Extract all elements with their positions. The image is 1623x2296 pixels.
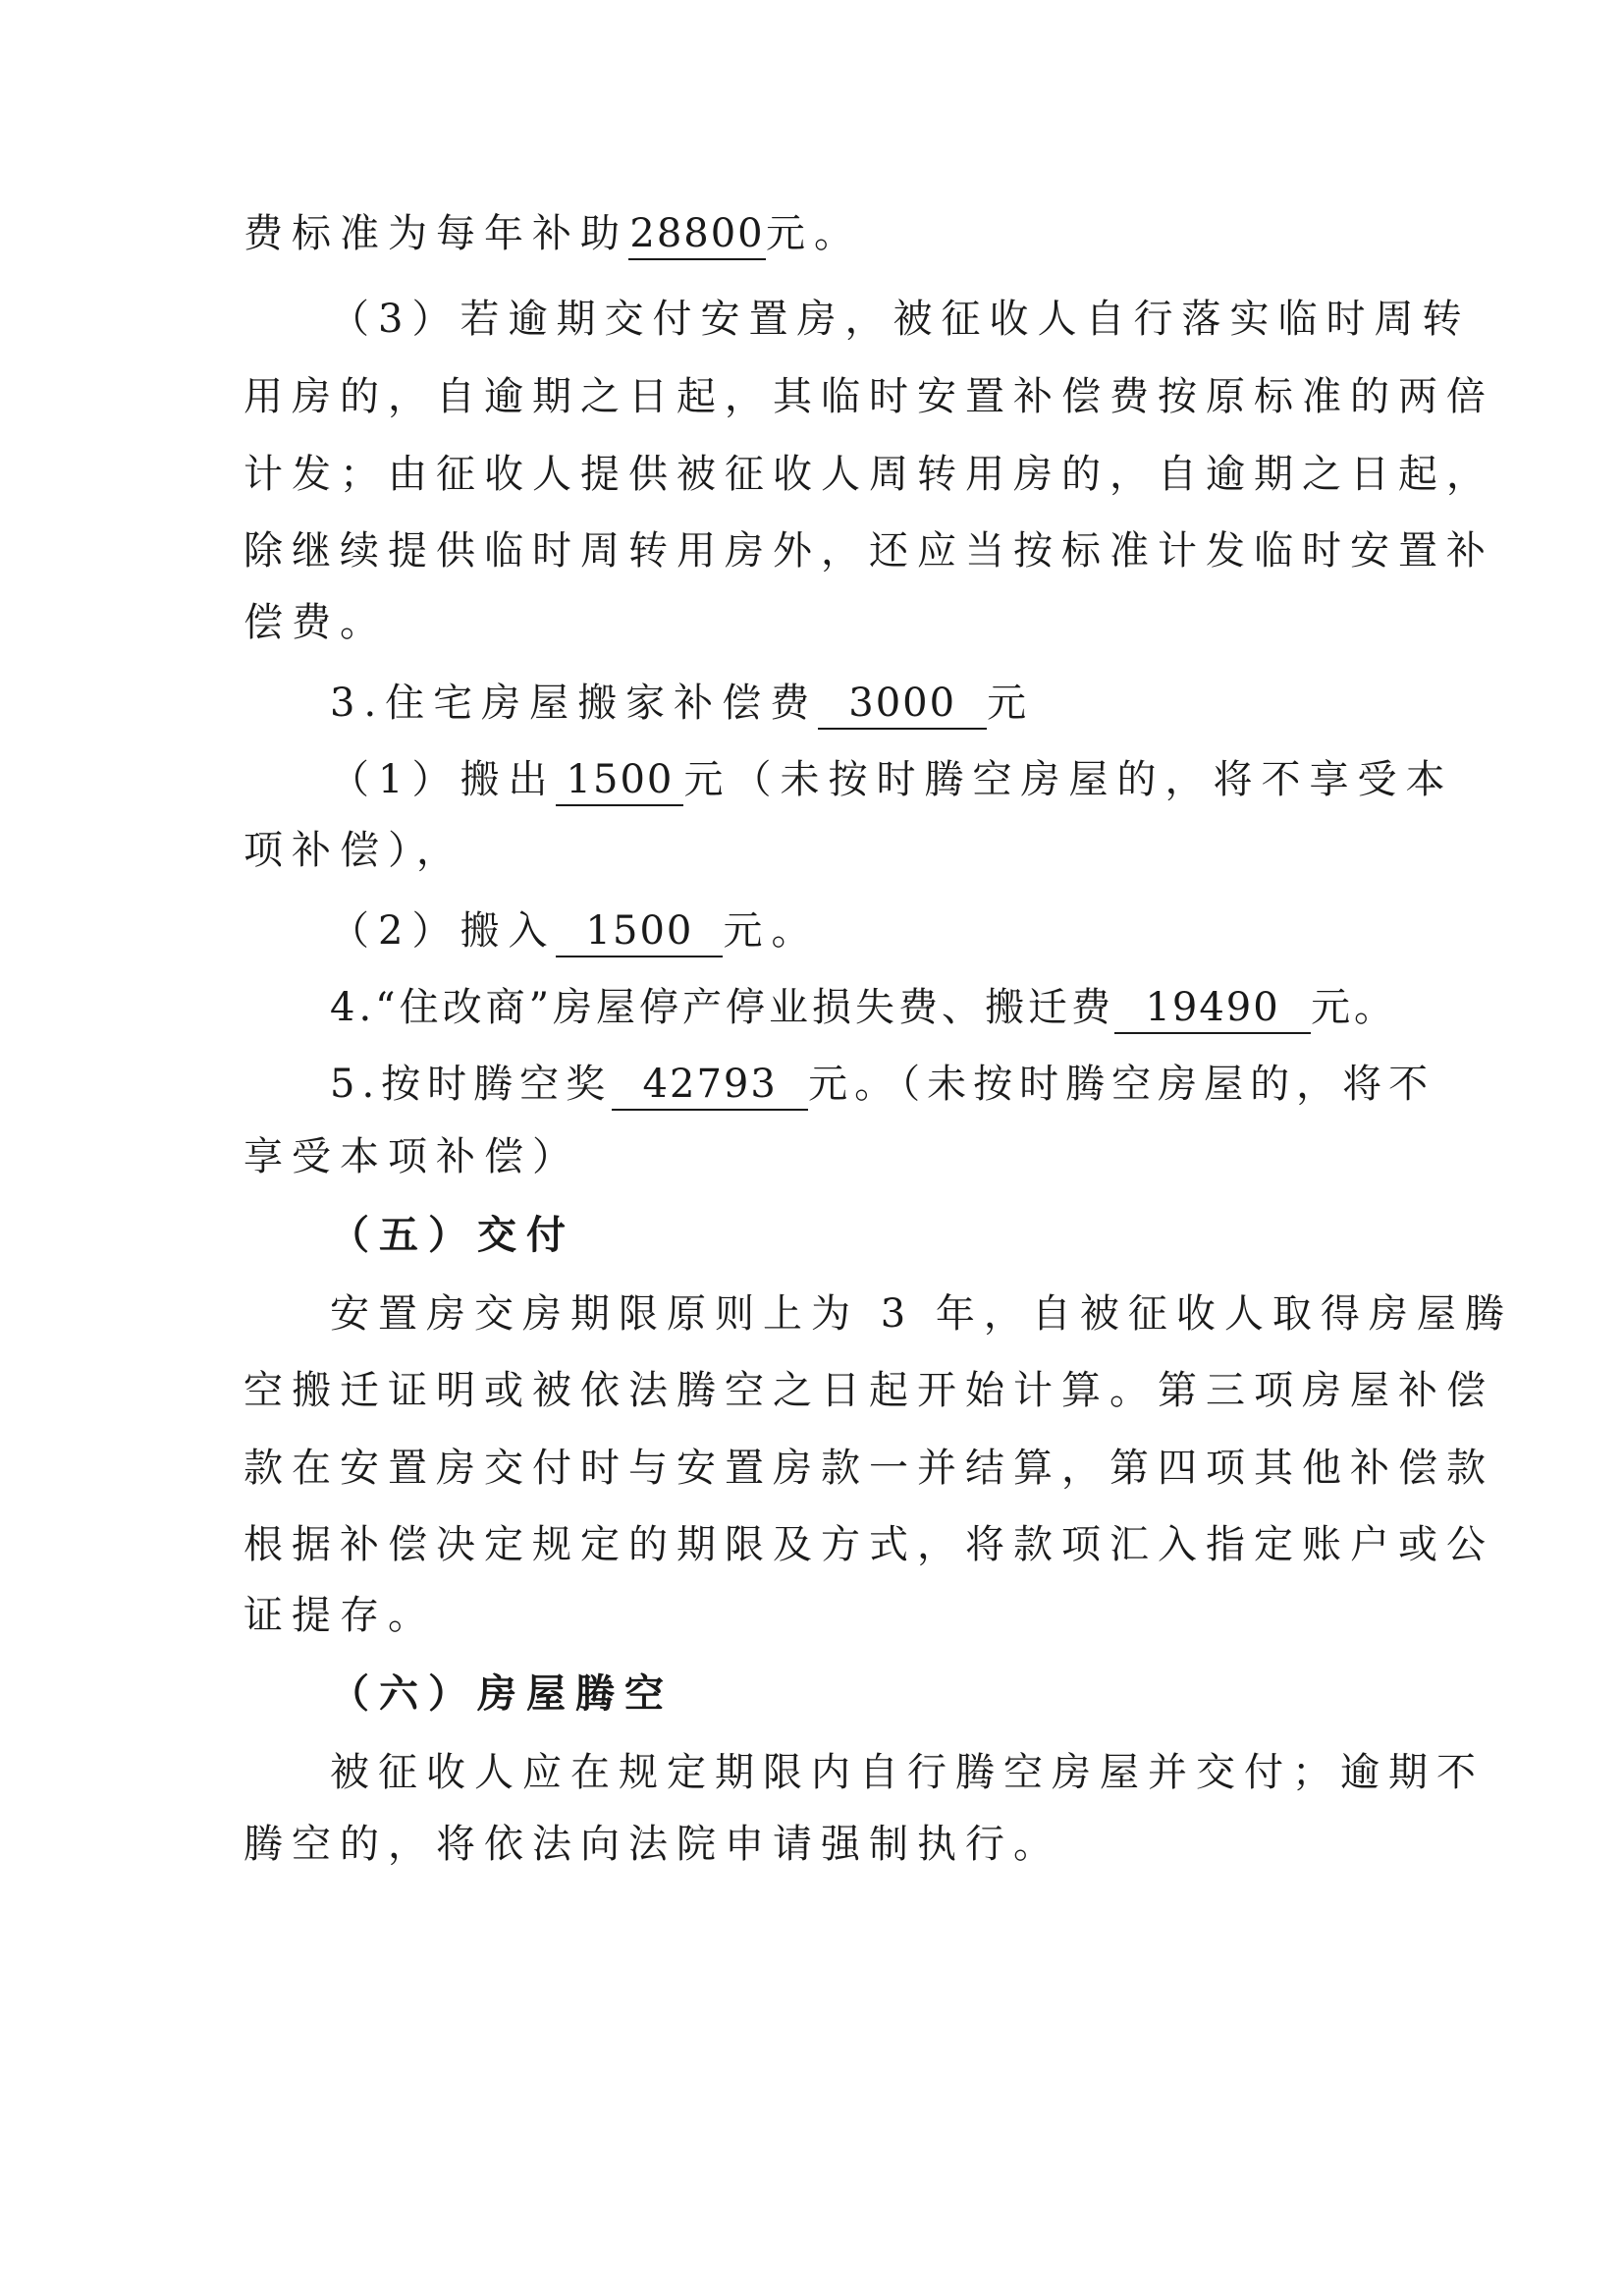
amount-blank: 28800: [628, 209, 766, 260]
amount-blank: 19490: [1114, 983, 1311, 1034]
text-line: 证提存。: [243, 1593, 436, 1638]
amount-blank: 3000: [818, 679, 987, 730]
text-line: 安置房交房期限原则上为 3 年，自被征收人取得房屋腾: [330, 1291, 1513, 1337]
text-segment: 费标准为每年补助: [243, 211, 628, 256]
text-segment: 3.住宅房屋搬家补偿费: [330, 681, 819, 726]
text-line: [243, 206, 1373, 261]
text-segment: 元。: [723, 908, 820, 954]
text-segment: 5.按时腾空奖: [330, 1062, 613, 1107]
text-segment: 元。: [1311, 985, 1398, 1030]
section-heading: （六）房屋腾空: [330, 1670, 674, 1717]
section-heading: （五）交付: [330, 1212, 575, 1258]
text-line: [330, 752, 1459, 807]
text-segment: （1）搬出: [330, 757, 557, 802]
text-line: [330, 676, 1459, 731]
text-line: 被征收人应在规定期限内自行腾空房屋并交付；逾期不: [330, 1750, 1485, 1795]
amount-blank: 1500: [556, 755, 683, 806]
text-line: 空搬迁证明或被依法腾空之日起开始计算。第三项房屋补偿: [243, 1368, 1494, 1413]
text-line: 计发；由征收人提供被征收人周转用房的，自逾期之日起，: [243, 452, 1494, 497]
text-line: [330, 980, 1459, 1035]
text-line: [330, 1057, 1459, 1112]
text-segment: 元。（未按时腾空房屋的，将不: [808, 1062, 1435, 1107]
text-line: 用房的，自逾期之日起，其临时安置补偿费按原标准的两倍: [243, 374, 1494, 419]
amount-blank: 1500: [556, 906, 723, 957]
text-line: 腾空的，将依法向法院申请强制执行。: [243, 1822, 1061, 1867]
text-segment: 元。: [766, 211, 862, 256]
text-line: 项补偿），: [243, 828, 464, 873]
text-line: 除继续提供临时周转用房外，还应当按标准计发临时安置补: [243, 528, 1494, 574]
text-segment: （2）搬入: [330, 908, 557, 954]
text-segment: 4.“住改商”房屋停产停业损失费、搬迁费: [330, 985, 1115, 1030]
text-segment: 元: [987, 681, 1036, 726]
text-line: （3）若逾期交付安置房，被征收人自行落实临时周转: [330, 297, 1471, 342]
text-line: [330, 903, 1459, 958]
amount-blank: 42793: [612, 1060, 808, 1111]
text-segment: 元（未按时腾空房屋的，将不享受本: [683, 757, 1454, 802]
text-line: 享受本项补偿）: [243, 1134, 580, 1179]
text-line: 款在安置房交付时与安置房款一并结算，第四项其他补偿款: [243, 1446, 1494, 1491]
text-line: 根据补偿决定规定的期限及方式，将款项汇入指定账户或公: [243, 1522, 1494, 1567]
text-line: 偿费。: [243, 600, 388, 645]
